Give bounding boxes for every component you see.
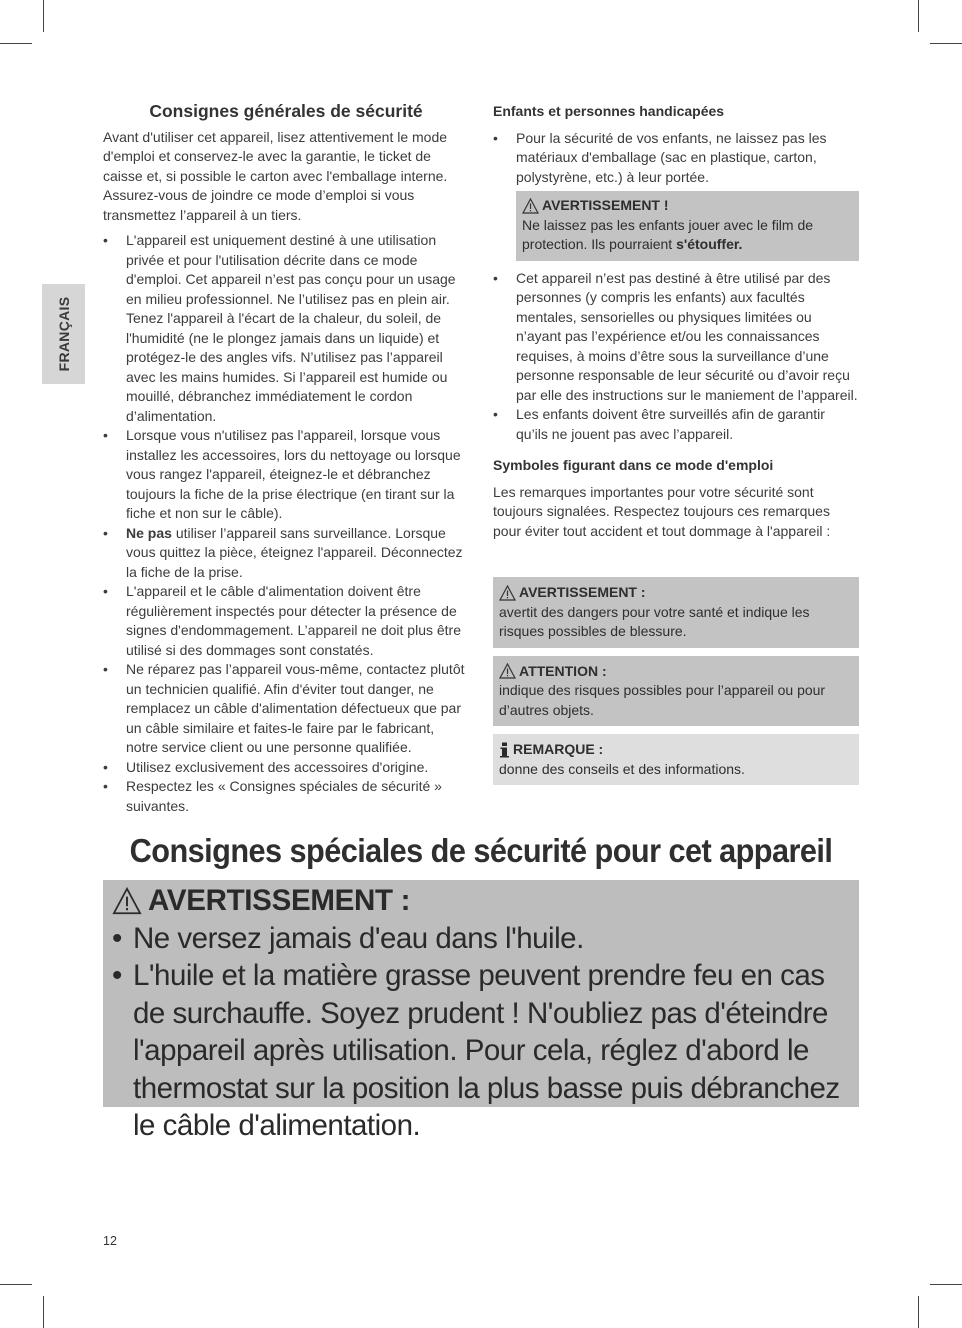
symbol-attention-box [493,656,859,727]
info-icon [499,742,510,758]
crop-mark [918,1296,919,1328]
symbol-note-title [499,740,853,760]
general-safety-section [103,102,469,816]
list-item: • Utilisez exclusivement des accessoires d'origine. [103,758,469,778]
children-list [493,129,859,188]
crop-mark [930,43,962,44]
child-warning-box [516,191,859,261]
emphasis-text: Ne pas [126,524,172,541]
symbol-title: ATTENTION : [519,662,607,679]
symbol-note-box [493,734,859,785]
language-tab-label: FRANÇAIS [55,296,72,372]
warning-emphasis: s'étouffer. [676,236,743,252]
special-warning-list [112,920,853,1145]
symbol-warning-title [499,583,853,603]
warning-triangle-icon [499,663,516,679]
children-list-continued [493,269,859,445]
symbols-heading: Symboles figurant dans ce mode d'emploi [493,457,774,473]
special-safety-title: Consignes spéciales de sécurité pour cet appareil [129,832,833,869]
crop-mark [43,1296,44,1328]
special-warning-title [112,882,853,920]
general-safety-heading: Consignes générales de sécurité [149,101,423,121]
symbol-warning-box [493,577,859,648]
warning-label: AVERTISSEMENT ! [542,197,669,213]
warning-triangle-icon [112,887,142,915]
symbols-intro: Les remarques importantes pour votre sécurité sont toujours signalées. Respectez toujours ces remarques pour éviter tout accident et tout dommage à l'appareil : [493,483,831,539]
list-item-text: utiliser l’appareil sans surveillance. Lorsque vous quittez la pièce, éteignez l'appareil. Déconnectez la fiche de la prise. [126,524,463,580]
symbol-text: donne des conseils et des informations. [499,760,745,777]
child-warning-title [522,196,853,216]
language-tab [42,284,85,384]
children-heading: Enfants et personnes handicapées [493,103,725,119]
page-number: 12 [103,1234,117,1248]
list-item [103,524,469,583]
list-item: • Cet appareil n’est pas destiné à être utilisé par des personnes (y compris les enfants) aux facultés mentales, sensorielles ou physiques limitées ou n’ayant pas l’expérience et/ou les connaissances requises, à moins d’être sous la surveillance d’une personne responsable de leur sécurité ou d’avoir reçu par elle des instructions sur le maniement de l’appareil. [493,269,859,406]
list-item: • L'huile et la matière grasse peuvent prendre feu en cas de surchauffe. Soyez prudent ! N'oubliez pas d'éteindre l'appareil après utilisation. Pour cela, réglez d'abord le thermostat sur la position la plus basse puis débranchez le câble d'alimentation. [112,957,853,1145]
child-warning-text [522,216,853,255]
children-section [493,102,859,785]
crop-mark [0,43,32,44]
symbol-title: AVERTISSEMENT : [519,584,646,600]
warning-text: Ne laissez pas les enfants jouer avec le film de protection. Ils pourraient [522,216,814,252]
list-item: • Ne versez jamais d'eau dans l'huile. [112,920,853,958]
general-safety-intro: Avant d'utiliser cet appareil, lisez attentivement le mode d'emploi et conservez-le avec la garantie, le ticket de caisse et, si possible le carton avec l'emballage interne. Assurez-vous de joindre ce mode d’emploi si vous transmettez l’appareil à un tiers. [103,128,448,223]
warning-triangle-icon [522,198,539,214]
list-item: • Respectez les « Consignes spéciales de sécurité » suivantes. [103,777,469,816]
symbol-attention-title [499,662,853,682]
crop-mark [0,1284,32,1285]
warning-triangle-icon [499,585,516,601]
symbol-title: REMARQUE : [513,741,604,757]
list-item: • L'appareil et le câble d'alimentation doivent être régulièrement inspectés pour détecter la présence de signes d'endommagement. L’appareil ne doit plus être utilisé si des dommages sont constatés. [103,582,469,660]
special-warning-label: AVERTISSEMENT : [148,884,411,917]
list-item: • Lorsque vous n'utilisez pas l'appareil, lorsque vous installez les accessoires, lors du nettoyage ou lorsque vous rangez l'appareil, éteignez-le et débranchez toujours la fiche de la prise électrique (en tirant sur la fiche et non sur le câble). [103,426,469,524]
list-item: • L'appareil est uniquement destiné à une utilisation privée et pour l'utilisation décrite dans ce mode d'emploi. Cet appareil n’est pas conçu pour un usage en milieu professionnel. Ne l’utilisez pas en plein air. Tenez l'appareil à l'écart de la chaleur, du soleil, de l'humidité (ne le plongez jamais dans un liquide) et protégez-le des angles vifs. N’utilisez pas l’appareil avec les mains humides. Si l’appareil est humide ou mouillé, débranchez immédiatement le cordon d’alimentation. [103,231,469,426]
symbol-text: indique des risques possibles pour l’appareil ou pour d’autres objets. [499,682,826,718]
general-safety-list [103,231,469,816]
symbol-text: avertit des dangers pour votre santé et indique les risques possibles de blessure. [499,603,810,639]
list-item: • Pour la sécurité de vos enfants, ne laissez pas les matériaux d'emballage (sac en plastique, carton, polystyrène, etc.) à leur portée. [493,129,859,188]
crop-mark [43,0,44,32]
list-item: • Les enfants doivent être surveillés afin de garantir qu’ils ne jouent pas avec l’appareil. [493,405,859,444]
crop-mark [918,0,919,32]
list-item: • Ne réparez pas l’appareil vous-même, contactez plutôt un technicien qualifié. Afin d'éviter tout danger, ne remplacez un câble d'alimentation défectueux que par un câble similaire et faites-le faire par le fabricant, notre service client ou une personne qualifiée. [103,660,469,758]
crop-mark [930,1284,962,1285]
special-warning-box [103,880,859,1142]
